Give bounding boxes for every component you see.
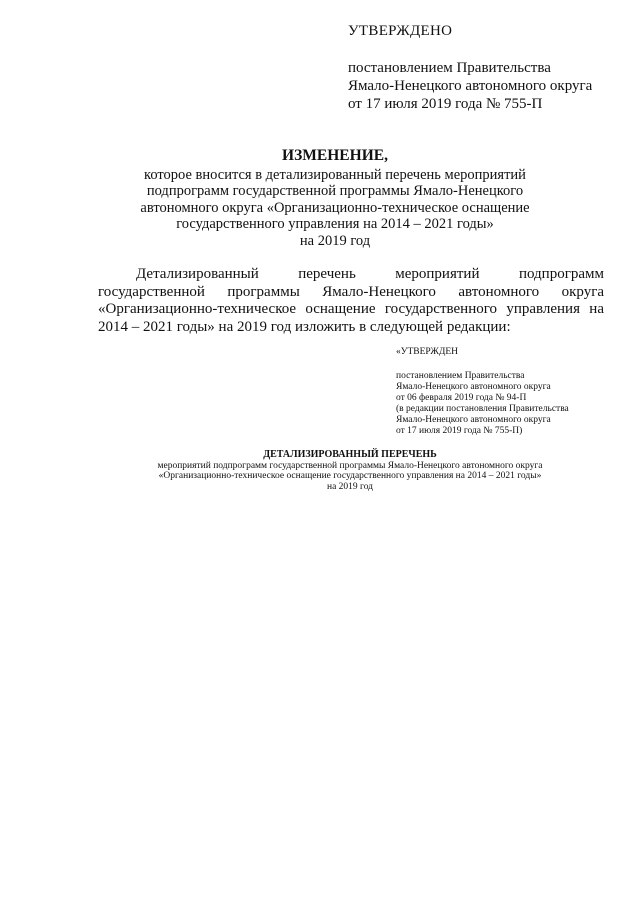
inner-approval-block [396, 347, 569, 437]
detailed-list-line: мероприятий подпрограмм государственной программы Ямало-Ненецкого автономного округа [157, 460, 543, 471]
heading-line: на 2019 год [299, 232, 371, 249]
inner-approval-line: Ямало-Ненецкого автономного округа [396, 415, 551, 425]
change-heading [100, 148, 570, 249]
inner-approval-line: от 06 февраля 2019 года № 94-П [396, 393, 527, 403]
heading-line: которое вносится в детализированный перечень мероприятий [144, 166, 526, 183]
heading-line: государственного управления на 2014 – 2021 годы» [176, 216, 494, 232]
approval-line: от 17 июля 2019 года № 755-П [348, 96, 543, 112]
inner-approval-line: от 17 июля 2019 года № 755-П) [396, 426, 523, 436]
body-paragraph: Детализированный перечень мероприятий подпрограмм государственной программы Ямало-Ненецкого автономного округа «Организационно-техническое оснащение государственного управления на 2014 – 2021 годы» на 2019 год изложить в следующей редакции: [98, 266, 604, 335]
heading-line: автономного округа «Организационно-техническое оснащение [140, 199, 530, 216]
approval-line: Ямало-Ненецкого автономного округа [348, 78, 593, 94]
detailed-list-title: ДЕТАЛИЗИРОВАННЫЙ ПЕРЕЧЕНЬ [263, 449, 437, 460]
heading-title: ИЗМЕНЕНИЕ, [282, 147, 388, 164]
inner-approval-title: «УТВЕРЖДЕН [396, 347, 459, 357]
inner-approval-line: постановлением Правительства [396, 371, 525, 381]
approval-title: УТВЕРЖДЕНО [348, 23, 453, 39]
inner-approval-line: Ямало-Ненецкого автономного округа [396, 382, 551, 392]
detailed-list-line: «Организационно-техническое оснащение государственного управления на 2014 – 2021 годы» [158, 471, 542, 481]
detailed-list-heading [120, 450, 580, 492]
detailed-list-line: на 2019 год [326, 481, 374, 492]
approval-block [348, 22, 592, 113]
approval-line: постановлением Правительства [348, 60, 551, 76]
inner-approval-line: (в редакции постановления Правительства [396, 404, 569, 414]
heading-line: подпрограмм государственной программы Ямало-Ненецкого [146, 183, 524, 199]
